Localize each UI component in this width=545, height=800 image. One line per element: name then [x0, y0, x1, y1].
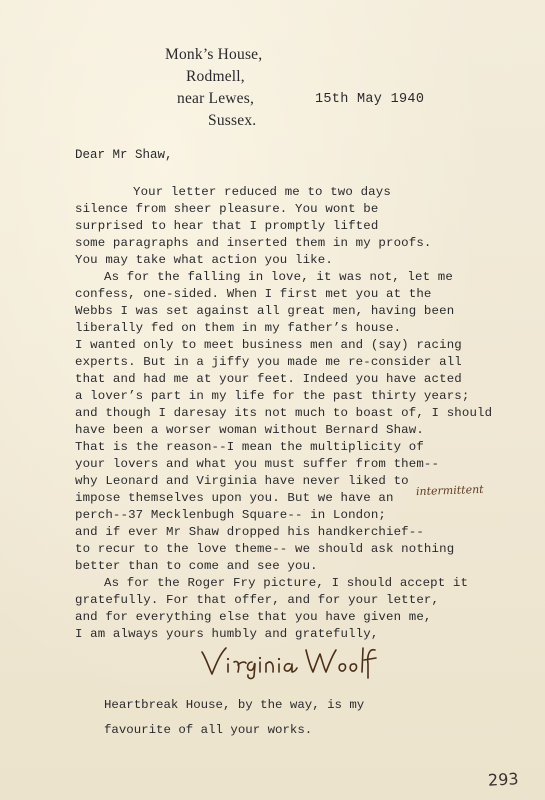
body-line: and though I daresay its not much to boast of, I should [75, 406, 493, 420]
body-line: As for the falling in love, it was not, let me [104, 270, 453, 284]
body-line: Webbs I was set against all great men, having been [75, 304, 455, 318]
address-line: Monk’s House, [165, 46, 263, 63]
body-line: that and had me at your feet. Indeed you have acted [75, 372, 462, 386]
body-line: perch--37 Mecklenbugh Square-- in London; [75, 508, 387, 522]
address-line: Rodmell, [186, 68, 245, 85]
body-line: experts. But in a jiffy you made me re-consider all [75, 355, 462, 369]
letter-date: 15th May 1940 [315, 92, 425, 107]
salutation: Dear Mr Shaw, [75, 148, 173, 162]
body-line: Your letter reduced me to two days [133, 185, 391, 199]
archive-number: 293 [487, 769, 520, 790]
body-line: have been a worser woman without Bernard Shaw. [75, 423, 424, 437]
body-line: why Leonard and Virginia have never liked to [75, 474, 409, 488]
body-line: to recur to the love theme-- we should ask nothing [75, 542, 455, 556]
body-line: a lover’s part in my life for the past thirty years; [75, 389, 470, 403]
body-line: liberally fed on them in my father’s house. [75, 321, 402, 335]
body-line: You may take what action you like. [75, 253, 333, 267]
signature-image [200, 644, 380, 680]
handwritten-insertion: intermittent [415, 482, 484, 499]
body-line: impose themselves upon you. But we have an [75, 491, 394, 505]
body-line: That is the reason--I mean the multiplicity of [75, 440, 424, 454]
body-line: and for everything else that you have given me, [75, 610, 432, 624]
body-line: gratefully. For that offer, and for your letter, [75, 593, 440, 607]
body-line: As for the Roger Fry picture, I should accept it [104, 576, 469, 590]
address-line: Sussex. [208, 112, 257, 129]
body-line: silence from sheer pleasure. You wont be [75, 202, 379, 216]
body-line: surprised to hear that I promptly lifted [75, 219, 379, 233]
body-line: your lovers and what you must suffer from them-- [75, 457, 440, 471]
signature [200, 644, 380, 680]
body-line: I wanted only to meet business men and (say) racing [75, 338, 462, 352]
body-line: better than to come and see you. [75, 559, 318, 573]
body-line: and if ever Mr Shaw dropped his handkerchief-- [75, 525, 424, 539]
postscript-line: favourite of all your works. [104, 723, 313, 737]
address-line: near Lewes, [177, 90, 255, 107]
postscript-line: Heartbreak House, by the way, is my [104, 698, 365, 712]
body-line: confess, one-sided. When I first met you at the [75, 287, 432, 301]
body-line: some paragraphs and inserted them in my proofs. [75, 236, 432, 250]
body-line: I am always yours humbly and gratefully, [75, 627, 379, 641]
